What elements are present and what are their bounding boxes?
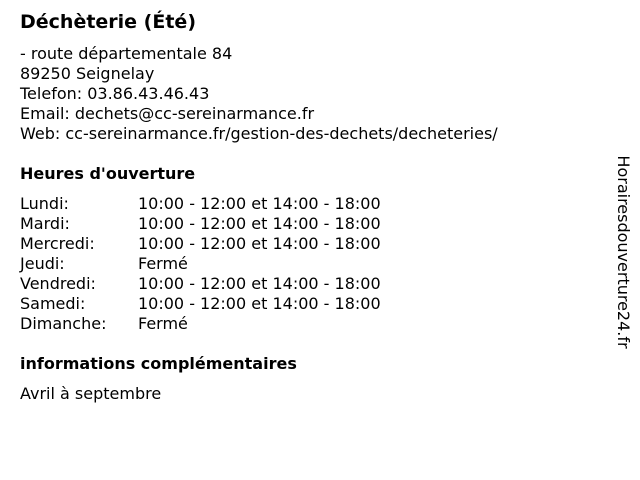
page-title: Déchèterie (Été) bbox=[20, 11, 197, 33]
hours-heading: Heures d'ouverture bbox=[20, 164, 196, 183]
hours-row bbox=[20, 294, 381, 314]
hours-row bbox=[20, 214, 381, 234]
time-value: 10:00 - 12:00 et 14:00 - 18:00 bbox=[138, 274, 381, 293]
time-value: 10:00 - 12:00 et 14:00 - 18:00 bbox=[138, 294, 381, 313]
city-address: 89250 Seignelay bbox=[20, 64, 155, 83]
day-label: Samedi: bbox=[20, 294, 86, 313]
hours-row bbox=[20, 314, 381, 334]
day-label: Lundi: bbox=[20, 194, 69, 213]
street-address: - route départementale 84 bbox=[20, 44, 233, 63]
email-address: Email: dechets@cc-sereinarmance.fr bbox=[20, 104, 315, 123]
website-url: Web: cc-sereinarmance.fr/gestion-des-dechets/decheteries/ bbox=[20, 124, 498, 143]
day-label: Mardi: bbox=[20, 214, 70, 233]
address-block bbox=[20, 44, 498, 144]
time-value: 10:00 - 12:00 et 14:00 - 18:00 bbox=[138, 194, 381, 213]
extra-info-heading: informations complémentaires bbox=[20, 354, 297, 373]
time-value: Fermé bbox=[138, 254, 188, 273]
hours-row bbox=[20, 254, 381, 274]
day-label: Jeudi: bbox=[20, 254, 65, 273]
hours-row bbox=[20, 274, 381, 294]
day-label: Dimanche: bbox=[20, 314, 107, 333]
hours-row bbox=[20, 234, 381, 254]
site-brand-watermark: Horairesdouverture24.fr bbox=[614, 155, 633, 349]
time-value: 10:00 - 12:00 et 14:00 - 18:00 bbox=[138, 234, 381, 253]
extra-info-text: Avril à septembre bbox=[20, 384, 162, 403]
hours-table bbox=[20, 194, 381, 334]
hours-row bbox=[20, 194, 381, 214]
time-value: 10:00 - 12:00 et 14:00 - 18:00 bbox=[138, 214, 381, 233]
day-label: Vendredi: bbox=[20, 274, 96, 293]
time-value: Fermé bbox=[138, 314, 188, 333]
phone-number: Telefon: 03.86.43.46.43 bbox=[20, 84, 210, 103]
day-label: Mercredi: bbox=[20, 234, 95, 253]
